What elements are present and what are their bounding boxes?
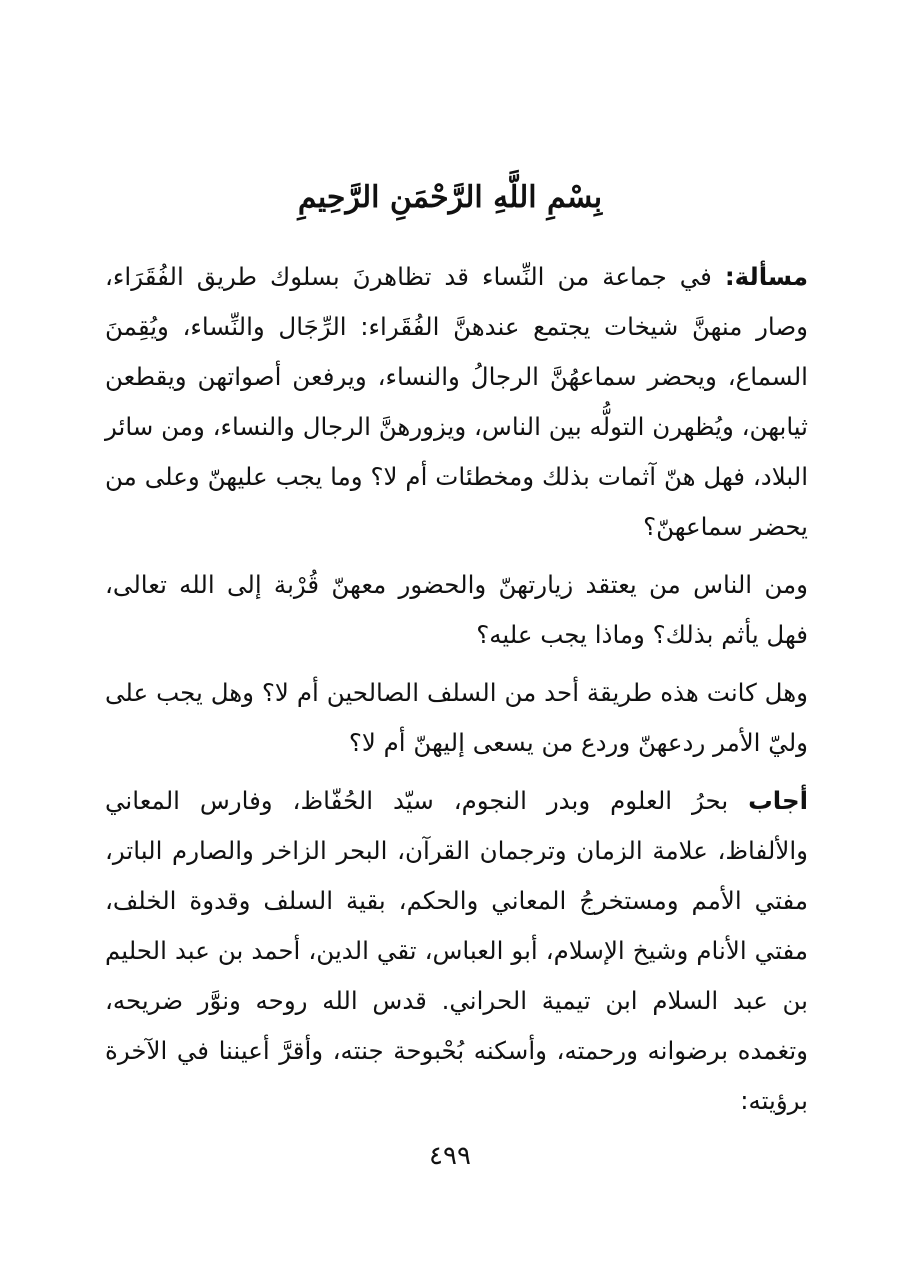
question-text: في جماعة من النِّساء قد تظاهرنَ بسلوك طريق الفُقَرَاء، وصار منهنَّ شيخات يجتمع عندهنَّ الفُقَراء: الرِّجَال والنِّساء، ويُقِمنَ السماع، ويحضر سماعهُنَّ الرجالُ والنساء، ويرفعن أصواتهن ويقطعن ثيابهن، ويُظهرن التولُّه بين الناس، ويزورهنَّ الرجال والنساء، ومن سائر البلاد، فهل هنّ آثمات بذلك ومخطئات أم لا؟ وما يجب عليهنّ وعلى من يحضر سماعهنّ؟ <box>105 262 808 541</box>
basmala-heading: بِسْمِ اللَّهِ الرَّحْمَنِ الرَّحِيمِ <box>297 180 603 215</box>
question-lead: مسألة: <box>724 262 808 291</box>
answer-paragraph <box>105 776 808 1126</box>
paragraph-2: ومن الناس من يعتقد زيارتهنّ والحضور معهنّ قُرْبة إلى الله تعالى، فهل يأثم بذلك؟ وماذا يجب عليه؟ <box>105 570 808 649</box>
question-paragraph <box>105 252 808 552</box>
page-number: ٤٩٩ <box>429 1141 471 1171</box>
paragraph-3: وهل كانت هذه طريقة أحد من السلف الصالحين أم لا؟ وهل يجب على وليّ الأمر ردعهنّ وردع من يسعى إليهنّ أم لا؟ <box>105 678 808 757</box>
main-text <box>105 252 808 1134</box>
answer-text: بحرُ العلوم وبدر النجوم، سيّد الحُفّاظ، وفارس المعاني والألفاظ، علامة الزمان وترجمان القرآن، البحر الزاخر والصارم الباتر، مفتي الأمم ومستخرجُ المعاني والحكم، بقية السلف وقدوة الخلف، مفتي الأنام وشيخ الإسلام، أبو العباس، تقي الدين، أحمد بن عبد الحليم بن عبد السلام ابن تيمية الحراني. قدس الله روحه ونوَّر ضريحه، وتغمده برضوانه ورحمته، وأسكنه بُحْبوحة جنته، وأقرَّ أعيننا في الآخرة برؤيته: <box>105 786 808 1115</box>
answer-lead: أجاب <box>748 786 808 815</box>
